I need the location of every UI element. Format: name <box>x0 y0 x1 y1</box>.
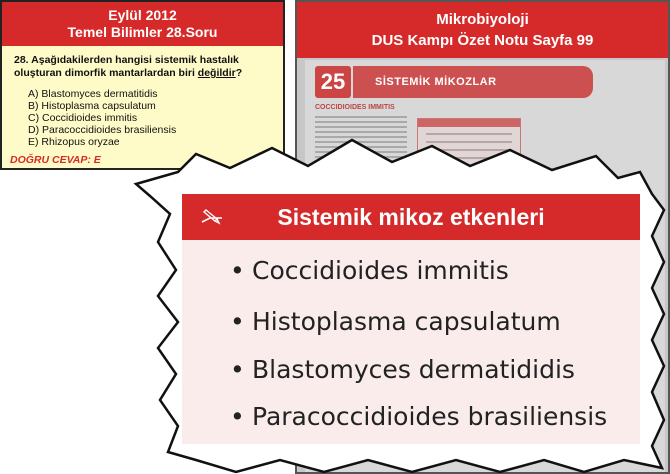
note-subheading: COCCIDIOIDES IMMITIS <box>315 104 395 111</box>
item-text: Blastomyces dermatididis <box>252 355 575 384</box>
bullet: • <box>230 256 245 285</box>
callout-title: Sistemik mikoz etkenleri <box>277 204 545 230</box>
item-text: Coccidioides immitis <box>252 256 509 285</box>
section-number-badge: 25 <box>315 66 351 98</box>
question-source: Temel Bilimler 28.Soru <box>67 24 218 40</box>
correct-answer: DOĞRU CEVAP: E <box>10 154 101 166</box>
question-number: 28. <box>14 54 29 66</box>
bullet: • <box>230 355 245 384</box>
list-item <box>230 402 607 431</box>
list-item <box>230 355 575 384</box>
item-text: Paracoccidioides brasiliensis <box>252 402 608 431</box>
question-date: Eylül 2012 <box>108 7 177 23</box>
option-b: B) Histoplasma capsulatum <box>28 100 156 112</box>
note-subject: Mikrobiyoloji <box>436 11 529 28</box>
question-end: ? <box>235 67 243 79</box>
list-item <box>230 307 561 336</box>
option-d: D) Paracoccidioides brasiliensis <box>28 124 177 136</box>
option-a: A) Blastomyces dermatitidis <box>28 88 158 100</box>
question-emphasis: değildir <box>197 67 236 79</box>
item-text: Histoplasma capsulatum <box>252 307 561 336</box>
callout-box <box>182 194 640 444</box>
bullet: • <box>230 307 245 336</box>
option-e: E) Rhizopus oryzae <box>28 136 120 148</box>
section-title-bar: SİSTEMİK MİKOZLAR <box>353 66 593 98</box>
list-item <box>230 256 509 285</box>
note-source: DUS Kampı Özet Notu Sayfa 99 <box>371 32 594 49</box>
question-body: Aşağıdakilerden hangisi sistemik hastalık oluşturan dimorfik mantarlardan biri <box>14 54 239 79</box>
bullet: • <box>230 402 245 431</box>
option-c: C) Coccidioides immitis <box>28 112 138 124</box>
